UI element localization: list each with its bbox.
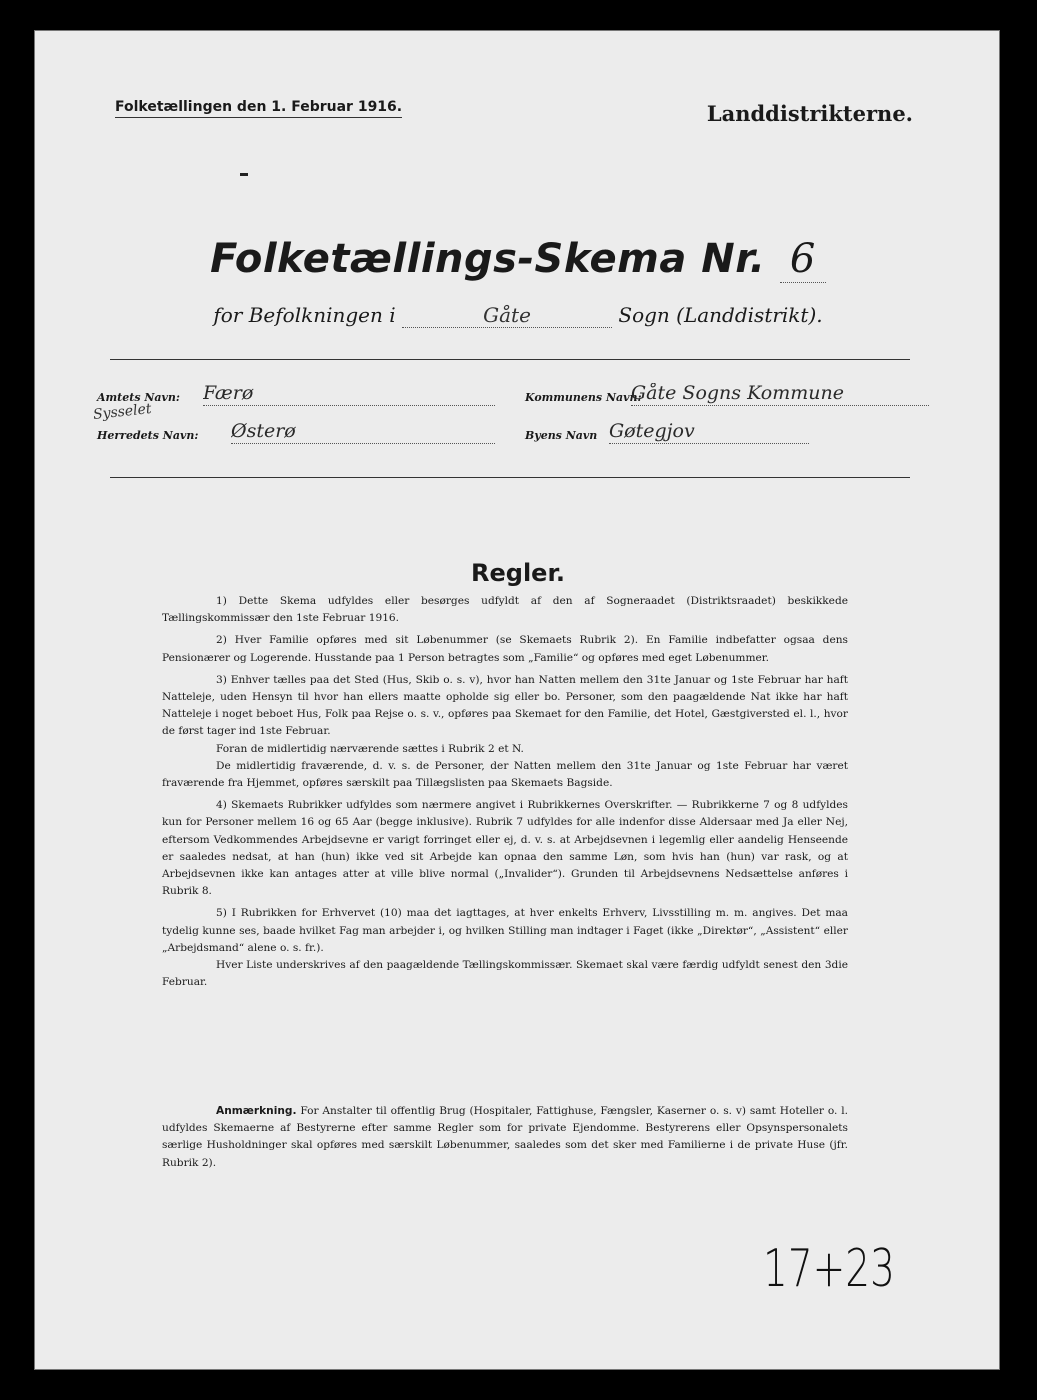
rule-paragraph: Hver Liste underskrives af den paagældende Tællingskommissær. Skemaet skal være færdig udfyldt senest den 3die Februar. (162, 959, 848, 989)
census-date-header: Folketællingen den 1. Februar 1916. (115, 99, 402, 118)
ink-mark (240, 173, 248, 176)
herred-value: Østerø (231, 421, 495, 444)
herred-label: Herredets Navn: (97, 429, 199, 442)
herred-overwrite: Sysselet (92, 400, 153, 424)
form-title-text: Folketællings-Skema Nr. (210, 236, 766, 282)
rule-paragraph: Foran de midlertidig nærværende sættes i Rubrik 2 et N. (216, 742, 524, 755)
kommune-label: Kommunens Navn: (525, 391, 642, 404)
rule-paragraph: 2) Hver Familie opføres med sit Løbenummer (se Skemaets Rubrik 2). En Familie indbefatter ogsaa dens Pensionærer og Logerende. Husstande paa 1 Person betragtes som „Familie“ og opføres med eget Løbenummer. (162, 634, 848, 664)
amt-value: Færø (203, 383, 495, 406)
form-number: 6 (780, 236, 826, 283)
district-type-header: Landdistrikterne. (706, 101, 913, 126)
by-label: Byens Navn (525, 429, 598, 442)
parish-value: Gåte (402, 303, 612, 328)
form-subtitle (35, 303, 1000, 328)
note-text: For Anstalter til offentlig Brug (Hospitaler, Fattighuse, Fængsler, Kaserner o. s. v) samt Hoteller o. l. udfyldes Skemaerne af Bestyrerne efter samme Regler som for private Ejendomme. Bestyrerens eller Opsynspersonalets særlige Husholdninger skal opføres med særskilt Løbenummer, saaledes som det sker med Familierne i de private Huse (jfr. Rubrik 2). (162, 1105, 848, 1169)
subtitle-prefix: for Befolkningen i (213, 303, 396, 327)
subtitle-suffix: Sogn (Landdistrikt). (618, 303, 823, 327)
census-form-page (34, 30, 1000, 1370)
kommune-value: Gåte Sogns Kommune (631, 383, 929, 406)
rule-paragraph: De midlertidig fraværende, d. v. s. de Personer, der Natten mellem den 31te Januar og 1ste Februar har været fraværende fra Hjemmet, opføres særskilt paa Tillægslisten paa Skemaets Bagside. (162, 759, 848, 790)
rules-heading: Regler. (471, 559, 565, 587)
rule-paragraph: 3) Enhver tælles paa det Sted (Hus, Skib o. s. v), hvor han Natten mellem den 31te Januar og 1ste Februar har haft Natteleje, uden Hensyn til hvor han ellers maatte opholde sig eller bo. Personer, som den paagældende Nat ikke har haft Natteleje i noget beboet Hus, Folk paa Rejse o. s. v., opføres paa Skemaet for den Familie, det Hotel, Gæstgiversted el. l., hvor de først tager ind 1ste Februar. (162, 673, 848, 738)
note-label: Anmærkning. (216, 1105, 297, 1117)
rule-paragraph: 5) I Rubrikken for Erhvervet (10) maa det iagttages, at hver enkelts Erhverv, Livsstilling m. m. angives. Det maa tydelig kunne ses, baade hvilket Fag man arbejder i, og hvilken Stilling man indtager i Faget (ikke „Direktør“, „Assistent“ eller „Arbejdsmand“ alene o. s. fr.). (162, 907, 848, 954)
by-value: Gøtegjov (609, 421, 809, 444)
divider-bottom (110, 477, 910, 478)
divider-top (110, 359, 910, 360)
rule-paragraph: 4) Skemaets Rubrikker udfyldes som nærmere angivet i Rubrikkernes Overskrifter. — Rubrikkerne 7 og 8 udfyldes kun for Personer mellem 16 og 65 Aar (begge inklusive). Rubrik 7 udfyldes for alle indenfor disse Aldersaar med Ja eller Nej, eftersom Vedkommendes Arbejdsevne er varigt forringet eller ej, d. v. s. at Arbejdsevnen i legemlig eller aandelig Henseende er saaledes nedsat, at han (hun) ikke ved sit Arbejde kan opnaa den samme Løn, som hvis han (hun) var rask, og at Arbejdsevnen ikke kan antages atter at ville blive normal („Invalider“). Grunden til Arbejdsevnens Nedsættelse anføres i Rubrik 8. (162, 799, 848, 898)
amt-label: Amtets Navn: (97, 391, 180, 404)
rules-text (162, 593, 848, 996)
annotation-note (162, 1103, 848, 1172)
rule-paragraph: 1) Dette Skema udfyldes eller besørges udfyldt af den af Sogneraadet (Distriktsraadet) beskikkede Tællingskommissær den 1ste Februar 1916. (162, 595, 848, 625)
handwritten-page-number: 17+23 (763, 1239, 895, 1299)
form-title (35, 236, 1000, 282)
